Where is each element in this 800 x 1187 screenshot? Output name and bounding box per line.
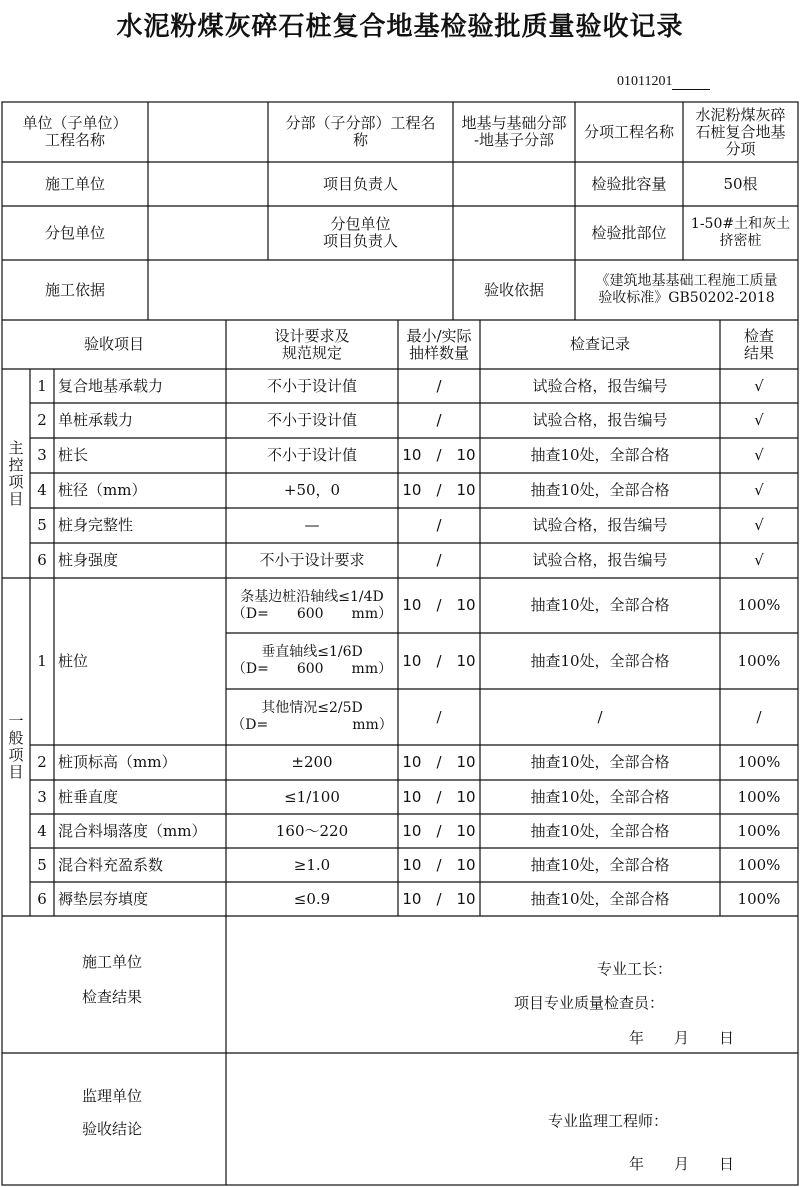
contractor-label: 施工单位 [44,174,105,193]
main-item-requirement: 不小于设计值 [266,446,357,464]
position-sub-1-req: 条基边桩沿轴线≤1/4D （D= 600 mm） [231,588,393,622]
form-code: 01011201 [617,74,710,90]
general-item-no: 6 [37,889,47,908]
main-item-requirement: +50，0 [283,481,341,499]
general-item-name: 桩垂直度 [58,787,119,806]
general-item-requirement: ±200 [291,753,333,771]
project-manager-label: 项目负责人 [322,174,398,193]
construction-check-date: 年 月 日 [629,1029,735,1047]
main-item-record: 抽查10处，全部合格 [530,446,670,464]
main-item-no: 5 [37,516,47,534]
general-item-sample: 10 / 10 [402,821,476,840]
main-item-result: √ [754,376,764,395]
general-item-record: 抽查10处，全部合格 [530,855,670,874]
subitem-value: 水泥粉煤灰碎 石桩复合地基 分项 [695,105,786,158]
construction-check-label-1: 施工单位 [82,953,143,971]
main-item-record: 试验合格，报告编号 [532,551,668,569]
acceptance-basis-value: 《建筑地基基础工程施工质量 验收标准》GB50202-2018 [595,273,778,306]
division-value: 地基与基础分部 -地基子分部 [461,114,567,149]
location-label: 检验批部位 [591,223,667,242]
main-item-name: 桩径（mm） [58,481,147,499]
general-item-record: 抽查10处，全部合格 [530,889,670,908]
main-item-requirement: 不小于设计值 [266,411,357,429]
subcontractor-value[interactable] [148,206,268,260]
general-item-requirement: 160～220 [275,821,349,840]
general-item-requirement: ≤0.9 [293,889,331,908]
main-item-requirement: — [304,516,320,534]
main-item-sample: / [436,551,442,569]
general-item-name: 混合料充盈系数 [58,855,164,874]
position-sub-3-req: 其他情况≤2/5D （D= mm） [231,700,393,733]
position-sub-2-sample: 10 / 10 [402,651,476,670]
general-item-result: 100% [737,753,781,771]
main-item-record: 试验合格，报告编号 [532,411,668,429]
supervision-label-2: 验收结论 [82,1120,143,1138]
main-item-no: 1 [37,376,47,395]
main-item-sample: / [436,411,442,429]
general-item-no: 3 [37,787,47,806]
position-sub-3-result: / [756,707,762,726]
acceptance-basis-label: 验收依据 [483,280,544,299]
general-item-record: 抽查10处，全部合格 [530,787,670,806]
col-design: 设计要求及 规范规定 [274,326,350,362]
col-record: 检查记录 [569,335,630,353]
col-sample: 最小/实际 抽样数量 [406,326,472,362]
general-item-no: 2 [37,753,47,771]
general-item-name: 混合料塌落度（mm） [58,821,207,840]
position-sub-1-sample: 10 / 10 [402,596,476,614]
general-item-no: 4 [37,821,47,840]
general-item-result: 100% [737,889,781,908]
unit-project-name-label: 单位（子单位） 工程名称 [22,114,128,149]
general-item-requirement: ≤1/100 [284,787,340,806]
main-item-record: 试验合格，报告编号 [532,516,668,534]
main-item-result: √ [754,411,764,429]
position-item-no: 1 [37,652,47,670]
main-item-no: 2 [37,411,47,429]
main-item-no: 4 [37,481,47,499]
main-item-result: √ [754,551,764,569]
sub-pm-label: 分包单位 项目负责人 [322,215,398,250]
supervision-date: 年 月 日 [629,1155,735,1173]
subcontractor-label: 分包单位 [44,223,105,242]
general-item-record: 抽查10处，全部合格 [530,753,670,771]
general-item-record: 抽查10处，全部合格 [530,821,670,840]
position-sub-1-record: 抽查10处，全部合格 [530,596,670,614]
division-label: 分部（子分部）工程名 称 [285,114,436,149]
general-item-name: 桩顶标高（mm） [58,753,177,771]
foreman-signature-label: 专业工长： [597,960,673,978]
general-item-result: 100% [737,787,781,806]
main-item-name: 桩长 [58,446,89,464]
construction-check-label-2: 检查结果 [82,988,143,1006]
location-value: 1-50#土和灰土 挤密桩 [690,216,791,249]
main-item-result: √ [754,481,764,499]
position-sub-2-record: 抽查10处，全部合格 [530,651,670,670]
main-item-requirement: 不小于设计要求 [259,551,365,569]
main-control-group-label: 主 控 项 目 [8,438,24,508]
main-item-record: 试验合格，报告编号 [532,376,668,395]
position-sub-3-sample: / [436,707,442,726]
unit-project-name-value[interactable] [148,102,268,162]
general-item-sample: 10 / 10 [402,753,476,771]
quality-inspector-signature-label: 项目专业质量检查员： [514,994,665,1012]
main-item-sample: / [436,376,442,395]
project-manager-value[interactable] [453,162,575,206]
capacity-label: 检验批容量 [591,174,667,193]
basis-label: 施工依据 [44,280,105,299]
position-item-name: 桩位 [58,652,89,670]
position-sub-2-result: 100% [737,651,781,670]
supervision-engineer-signature-label: 专业监理工程师： [548,1112,669,1130]
main-item-no: 3 [37,446,47,464]
main-item-sample: / [436,516,442,534]
basis-value[interactable] [148,260,453,320]
sub-pm-value[interactable] [453,206,575,260]
main-item-sample: 10 / 10 [402,481,476,499]
main-item-result: √ [754,446,764,464]
general-item-result: 100% [737,855,781,874]
main-item-no: 6 [37,551,47,569]
general-group-label: 一 般 项 目 [8,712,24,781]
position-sub-2-req: 垂直轴线≤1/6D （D= 600 mm） [231,644,393,677]
general-item-name: 褥垫层夯填度 [58,889,149,908]
general-item-requirement: ≥1.0 [293,855,331,874]
col-result: 检查 结果 [743,326,774,362]
main-item-name: 桩身强度 [58,551,119,569]
capacity-value: 50根 [723,174,758,193]
main-item-result: √ [754,516,764,534]
main-item-name: 桩身完整性 [58,516,134,534]
position-sub-3-record: / [597,707,603,726]
main-item-requirement: 不小于设计值 [266,376,357,395]
general-item-no: 5 [37,855,47,874]
main-item-sample: 10 / 10 [402,446,476,464]
main-item-record: 抽查10处，全部合格 [530,481,670,499]
main-item-name: 复合地基承载力 [58,376,164,395]
contractor-value[interactable] [148,162,268,206]
supervision-label-1: 监理单位 [82,1087,143,1105]
col-item: 验收项目 [83,335,144,353]
subitem-label: 分项工程名称 [583,122,674,141]
general-item-result: 100% [737,821,781,840]
general-item-sample: 10 / 10 [402,889,476,908]
general-item-sample: 10 / 10 [402,787,476,806]
general-item-sample: 10 / 10 [402,855,476,874]
position-sub-1-result: 100% [737,596,781,614]
document-title: 水泥粉煤灰碎石桩复合地基检验批质量验收记录 [116,12,684,42]
main-item-name: 单桩承载力 [58,411,134,429]
